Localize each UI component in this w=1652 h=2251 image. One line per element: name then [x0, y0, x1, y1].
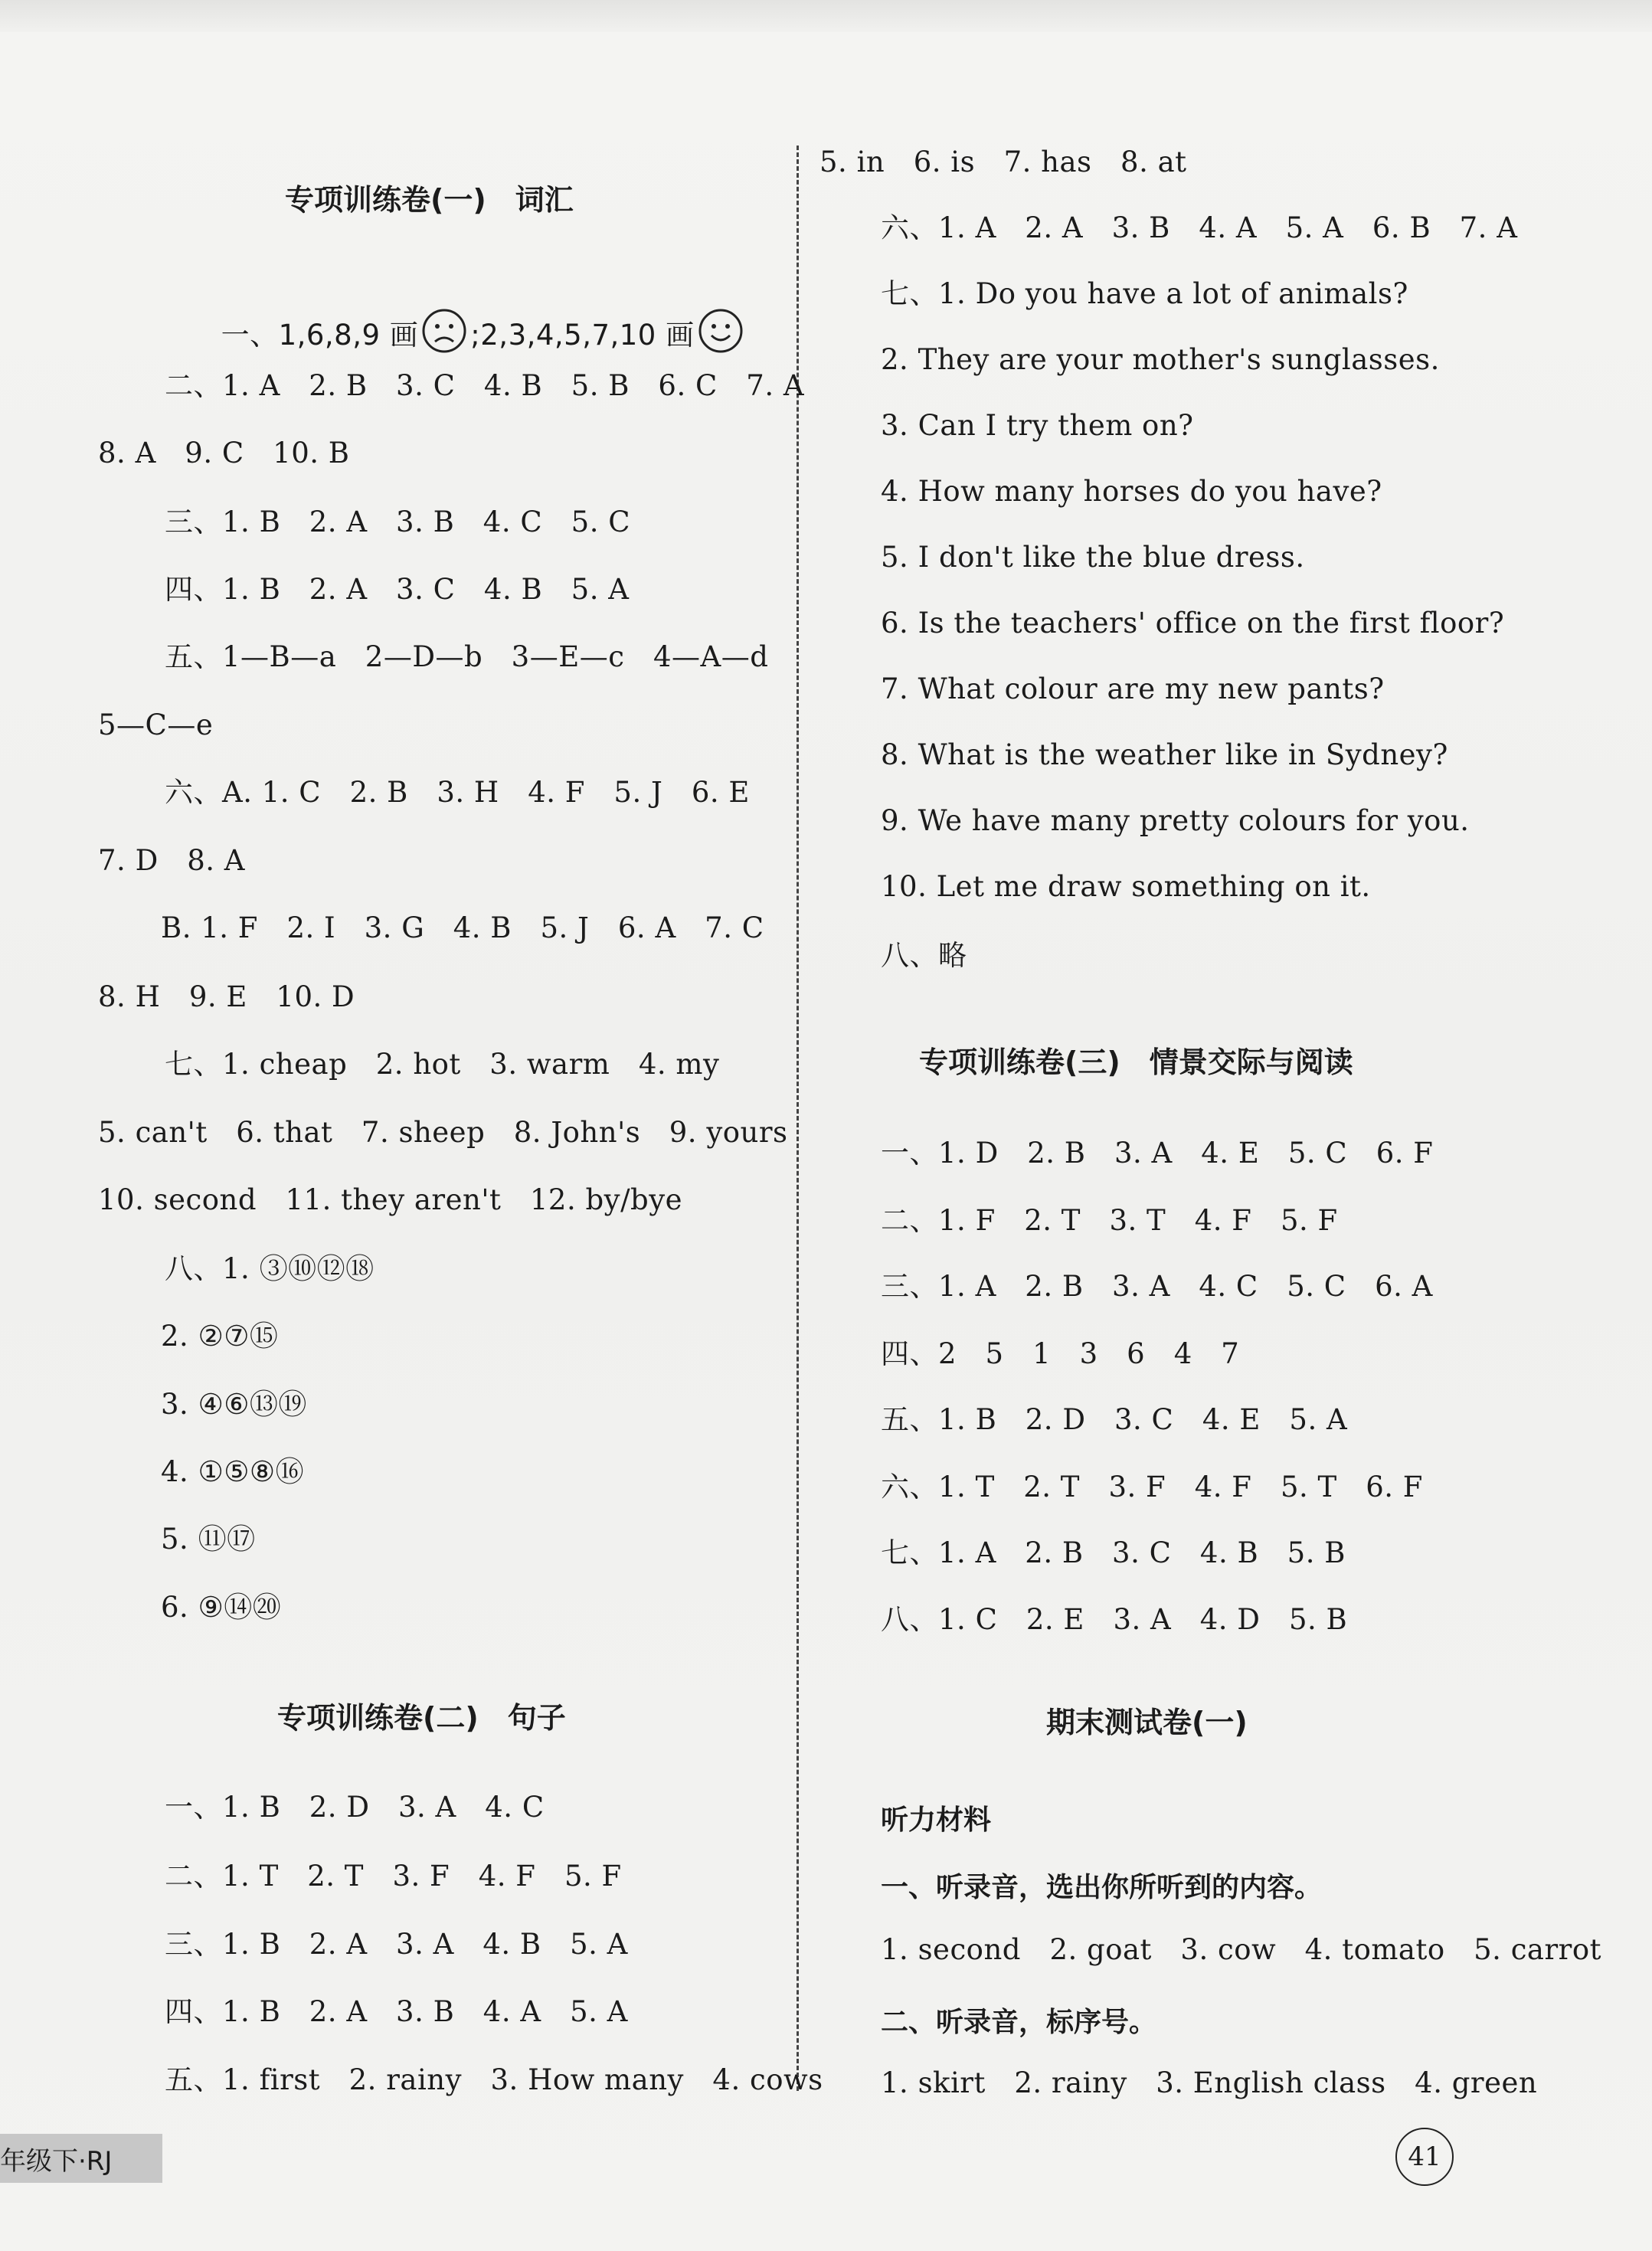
answer-line: 七、1. Do you have a lot of animals?	[881, 277, 1408, 310]
answer-line: 八、1. ③⑩⑫⑱	[165, 1252, 375, 1285]
answer-line: 8. A 9. C 10. B	[98, 437, 350, 470]
answer-line: 5. in 6. is 7. has 8. at	[819, 146, 1187, 178]
answer-line: 六、1. A 2. A 3. B 4. A 5. A 6. B 7. A	[881, 211, 1518, 244]
answer-line: 六、A. 1. C 2. B 3. H 4. F 5. J 6. E	[165, 776, 750, 809]
answer-line: 二、1. T 2. T 3. F 4. F 5. F	[165, 1860, 622, 1893]
answer-line: 八、略	[881, 939, 967, 972]
answer-line: 6. ⑨⑭⑳	[161, 1591, 282, 1624]
answer-line: 四、2 5 1 3 6 4 7	[881, 1337, 1240, 1370]
question-title: 一、听录音，选出你所听到的内容。	[881, 1872, 1323, 1903]
answer-line: 七、1. A 2. B 3. C 4. B 5. B	[881, 1536, 1346, 1569]
answer-line: 3. Can I try them on?	[881, 409, 1194, 442]
column-divider	[797, 146, 799, 2091]
answer-line: 三、1. B 2. A 3. A 4. B 5. A	[165, 1928, 628, 1961]
answer-line: 7. D 8. A	[98, 844, 246, 877]
answer-line: 二、1. A 2. B 3. C 4. B 5. B 6. C 7. A	[165, 369, 805, 402]
answer-line: 4. ①⑤⑧⑯	[161, 1455, 305, 1488]
answer-line: 2. ②⑦⑮	[161, 1320, 279, 1353]
answer-line: 8. What is the weather like in Sydney?	[881, 738, 1448, 771]
smiley-face-icon	[698, 308, 744, 354]
subsection-title: 听力材料	[881, 1804, 992, 1836]
section-title: 专项训练卷(三) 情景交际与阅读	[919, 1045, 1353, 1079]
answer-line: 四、1. B 2. A 3. B 4. A 5. A	[165, 1995, 628, 2028]
section-title: 专项训练卷(一) 词汇	[285, 183, 574, 217]
answer-line: 9. We have many pretty colours for you.	[881, 804, 1470, 837]
answer-text: 一、1,6,8,9 画	[221, 319, 419, 352]
answer-line: B. 1. F 2. I 3. G 4. B 5. J 6. A 7. C	[161, 911, 764, 944]
answer-line: 7. What colour are my new pants?	[881, 672, 1385, 705]
answer-text: ;2,3,4,5,7,10 画	[470, 319, 695, 352]
answer-line: 八、1. C 2. E 3. A 4. D 5. B	[881, 1603, 1348, 1636]
grade-label: 年级下·RJ	[0, 2146, 113, 2177]
answer-line: 一、1. D 2. B 3. A 4. E 5. C 6. F	[881, 1137, 1434, 1170]
answer-line: 5. ⑪⑰	[161, 1523, 256, 1556]
answer-line: 五、1—B—a 2—D—b 3—E—c 4—A—d	[165, 640, 769, 673]
answer-line: 10. Let me draw something on it.	[881, 870, 1371, 903]
page-number: 41	[1395, 2128, 1454, 2186]
answer-line: 8. H 9. E 10. D	[98, 980, 355, 1013]
answer-line: 二、1. F 2. T 3. T 4. F 5. F	[881, 1204, 1338, 1237]
answer-line: 6. Is the teachers' office on the first floor?	[881, 607, 1505, 640]
scan-shadow	[0, 0, 1652, 32]
question-title: 二、听录音，标序号。	[881, 2007, 1157, 2038]
answer-line: 六、1. T 2. T 3. F 4. F 5. T 6. F	[881, 1471, 1423, 1503]
section-title: 期末测试卷(一)	[1046, 1706, 1248, 1739]
answer-line: 4. How many horses do you have?	[881, 475, 1382, 508]
answer-line: 5. I don't like the blue dress.	[881, 541, 1305, 574]
answer-line: 3. ④⑥⑬⑲	[161, 1388, 307, 1421]
answer-line: 七、1. cheap 2. hot 3. warm 4. my	[165, 1048, 720, 1081]
answer-line: 五、1. B 2. D 3. C 4. E 5. A	[881, 1403, 1348, 1436]
sad-face-icon	[421, 308, 467, 354]
answer-line: 三、1. A 2. B 3. A 4. C 5. C 6. A	[881, 1270, 1433, 1303]
answer-line: 1. second 2. goat 3. cow 4. tomato 5. carrot	[881, 1933, 1602, 1966]
section-title: 专项训练卷(二) 句子	[277, 1701, 566, 1735]
answer-line: 一、1. B 2. D 3. A 4. C	[165, 1791, 545, 1824]
answer-line: 5. can't 6. that 7. sheep 8. John's 9. yours	[98, 1116, 788, 1149]
answer-line: 1. skirt 2. rainy 3. English class 4. green	[881, 2066, 1538, 2099]
answer-line: 三、1. B 2. A 3. B 4. C 5. C	[165, 505, 631, 538]
answer-line: 2. They are your mother's sunglasses.	[881, 343, 1440, 376]
answer-line: 四、1. B 2. A 3. C 4. B 5. A	[165, 573, 630, 606]
answer-line: 5—C—e	[98, 708, 214, 741]
answer-line: 五、1. first 2. rainy 3. How many 4. cows	[165, 2063, 823, 2096]
answer-line: 10. second 11. they aren't 12. by/bye	[98, 1183, 683, 1216]
